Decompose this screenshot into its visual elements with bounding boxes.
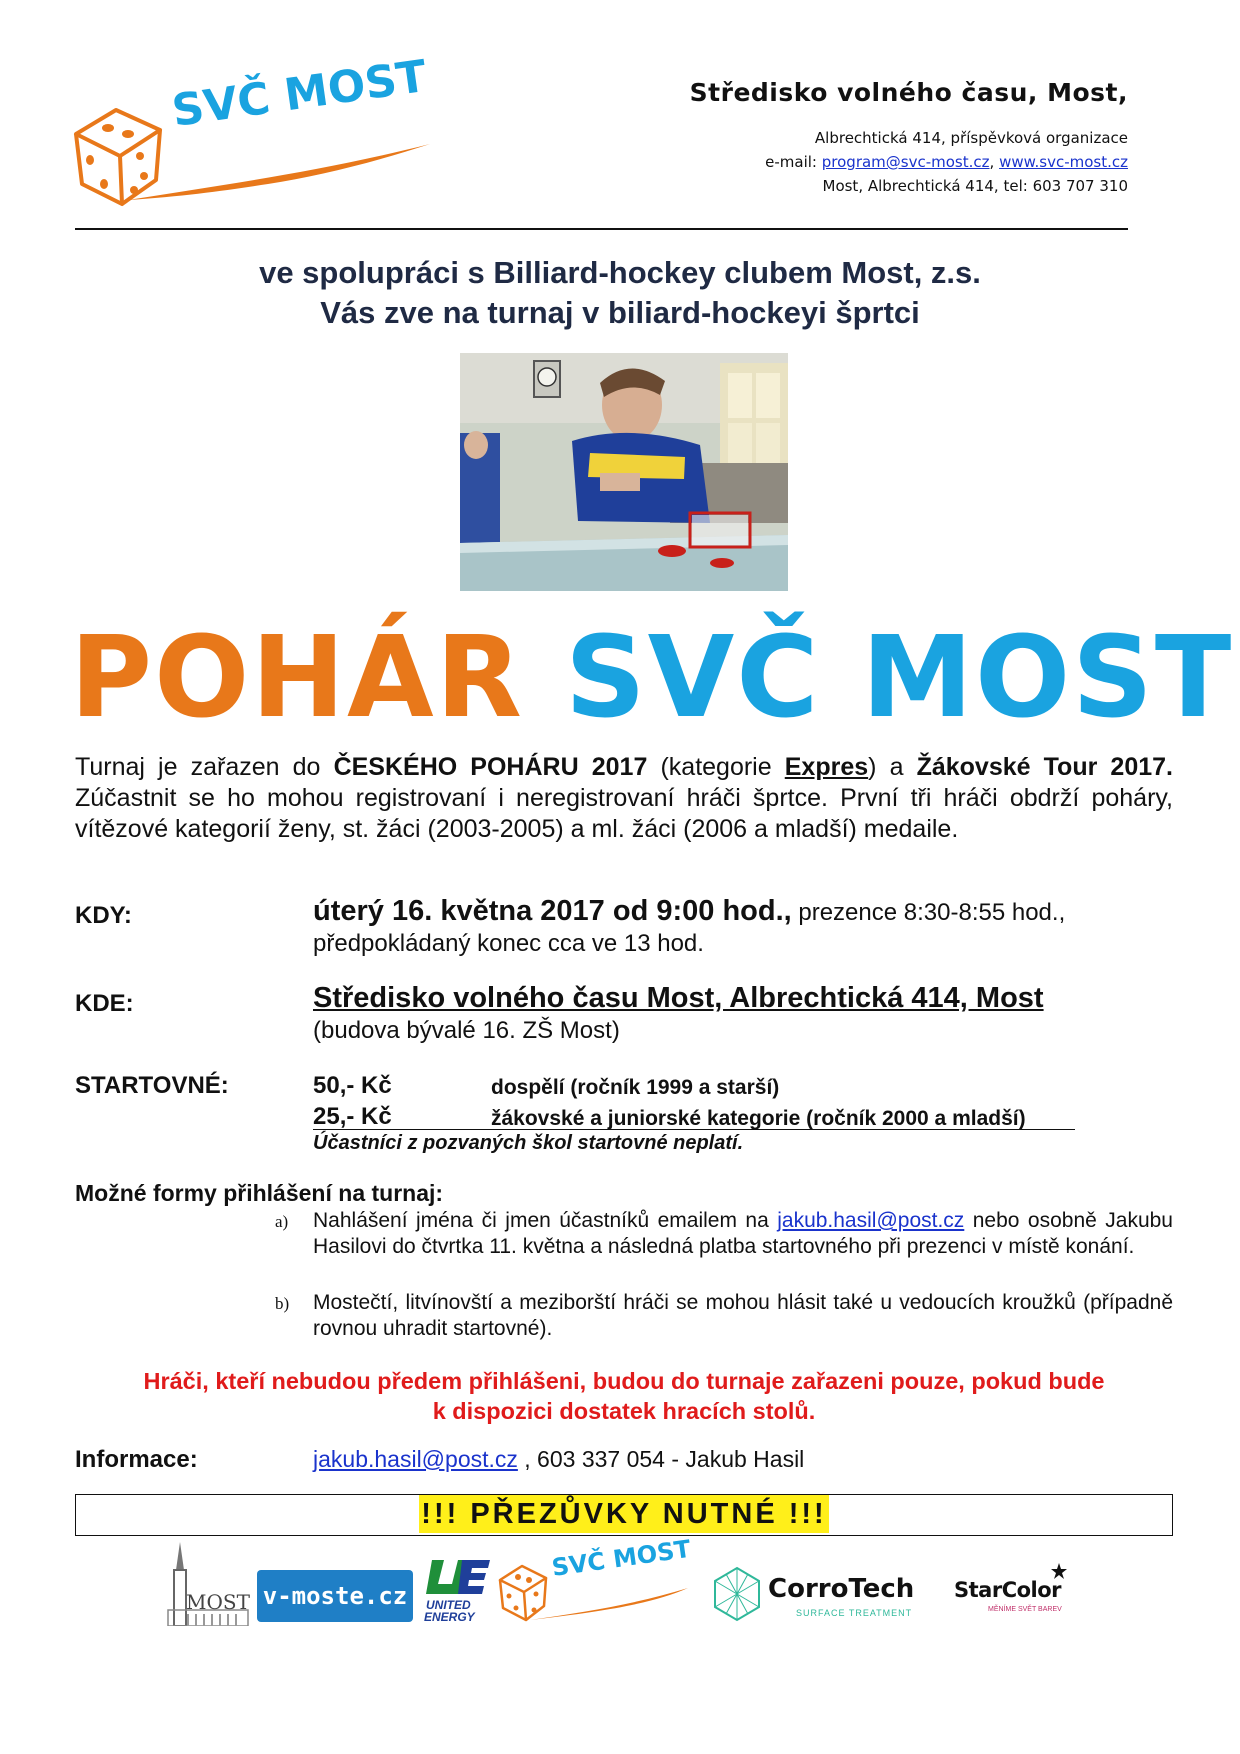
org-address: Albrechtická 414, příspěvková organizace [814, 129, 1128, 147]
separator: , [989, 153, 1000, 171]
ue-icon [422, 1558, 492, 1598]
org-email-line [690, 153, 1128, 171]
info-value [313, 1444, 804, 1475]
most-logo [166, 1540, 250, 1626]
starcolor-text [954, 1578, 1061, 1602]
vmoste-logo: v-moste.cz [257, 1570, 413, 1622]
fee-note: Účastníci z pozvaných škol startovné neplatí. [313, 1132, 744, 1154]
intro [75, 253, 1165, 333]
info-label: Informace: [75, 1446, 198, 1473]
most-logo-text: MOST [186, 1590, 250, 1614]
ue-text-1: UNITED [426, 1598, 471, 1612]
fee-amount: 50,- Kč [313, 1072, 392, 1099]
notice-box [75, 1494, 1173, 1536]
where-building: (budova bývalé 16. ZŠ Most) [313, 1017, 620, 1044]
tournament-photo [460, 353, 788, 591]
description [75, 752, 1173, 845]
where-value [313, 983, 1044, 1046]
registration-warning [75, 1366, 1173, 1426]
corrotech-sub: SURFACE TREATMENT [796, 1608, 913, 1618]
corrotech-text: CorroTech [768, 1574, 915, 1604]
fee-list [313, 1070, 1133, 1160]
ue-text-2: ENERGY [424, 1610, 475, 1624]
starcolor-text-main: StarColor [954, 1578, 1062, 1602]
org-contact: Most, Albrechtická 414, tel: 603 707 310 [822, 177, 1128, 195]
option-text: Nahlášení jména či jmen účastníků emailem na [313, 1209, 778, 1232]
desc-tour: Žákovské Tour 2017. [916, 753, 1173, 781]
desc-text: Turnaj je zařazen do [75, 753, 334, 781]
fee-description: dospělí (ročník 1999 a starší) [491, 1076, 780, 1099]
info-contact: , 603 337 054 - Jakub Hasil [517, 1446, 805, 1472]
option-text: nebo osobně Jakubu Hasilovi do čtvrtka 11. května a následná platba startovného při prezenci v místě konání. [313, 1209, 1173, 1258]
svc-small-logo [496, 1534, 693, 1626]
list-marker: b) [275, 1294, 290, 1313]
email-prefix: e-mail: [765, 153, 822, 171]
sponsor-logos [160, 1534, 1080, 1630]
notice-text: !!! PŘEZŮVKY NUTNÉ !!! [419, 1495, 828, 1533]
when-end: předpokládaný konec cca ve 13 hod. [313, 930, 704, 957]
organization-header [690, 78, 1128, 195]
svc-logo [68, 50, 438, 207]
desc-text: ) a [868, 753, 917, 781]
warning-line-2: k dispozici dostatek hracích stolů. [432, 1398, 816, 1424]
intro-line-2: Vás zve na turnaj v biliard-hockeyi šprtci [320, 295, 920, 330]
starcolor-logo [954, 1562, 1074, 1624]
header-divider [75, 228, 1128, 230]
registration-email-link[interactable]: jakub.hasil@post.cz [777, 1209, 965, 1232]
fee-row [313, 1101, 1075, 1130]
starcolor-sub: MĚNÍME SVĚT BAREV [988, 1606, 1062, 1613]
registration-option-a [275, 1208, 1173, 1260]
desc-category: Expres [784, 753, 869, 781]
registration-title: Možné formy přihlášení na turnaj: [75, 1180, 444, 1206]
when-registration: prezence 8:30-8:55 hod., [791, 899, 1066, 926]
registration-option-b [275, 1290, 1173, 1342]
svc-small-text: SVČ MOST [550, 1534, 693, 1582]
intro-line-1: ve spolupráci s Billiard-hockey clubem Most, z.s. [259, 255, 981, 290]
when-label: KDY: [75, 902, 132, 929]
info-email-link[interactable]: jakub.hasil@post.cz [313, 1446, 518, 1472]
email-link[interactable]: program@svc-most.cz [821, 153, 990, 171]
desc-text: Zúčastnit se ho mohou registrovaní i neregistrovaní hráči šprtce. První tři hráči obdrží poháry, vítězové kategorií ženy, st. žáci (2003-2005) a ml. žáci (2006 a mladší) medaile. [75, 784, 1173, 843]
united-energy-logo [422, 1558, 492, 1624]
event-title [70, 613, 1234, 743]
when-value [313, 896, 1065, 959]
logo-text: SVČ MOST [168, 50, 430, 137]
option-text: Mostečtí, litvínovští a meziborští hráči se mohou hlásit také u vedoucích kroužků (případně rovnou uhradit startovné). [313, 1291, 1173, 1340]
fee-amount: 25,- Kč [313, 1103, 392, 1130]
where-main: Středisko volného času Most, Albrechtická 414, Most [313, 982, 1044, 1014]
warning-line-1: Hráči, kteří nebudou předem přihlášeni, budou do turnaje zařazeni pouze, pokud bude [143, 1368, 1105, 1394]
where-label: KDE: [75, 990, 134, 1017]
desc-cup: ČESKÉHO POHÁRU 2017 [333, 753, 648, 781]
when-main: úterý 16. května 2017 od 9:00 hod., [313, 895, 792, 927]
corrotech-icon [712, 1566, 762, 1622]
fee-description: žákovské a juniorské kategorie (ročník 2000 a mladší) [491, 1107, 1026, 1130]
org-name: Středisko volného času, Most, [689, 78, 1128, 107]
corrotech-logo [712, 1564, 938, 1626]
fee-row [313, 1070, 1133, 1101]
web-link[interactable]: www.svc-most.cz [999, 153, 1128, 171]
title-part-2: SVČ MOST [564, 613, 1234, 743]
list-marker: a) [275, 1212, 289, 1231]
fee-label: STARTOVNÉ: [75, 1072, 229, 1099]
desc-text: (kategorie [647, 753, 785, 781]
title-part-1: POHÁR [70, 613, 524, 743]
